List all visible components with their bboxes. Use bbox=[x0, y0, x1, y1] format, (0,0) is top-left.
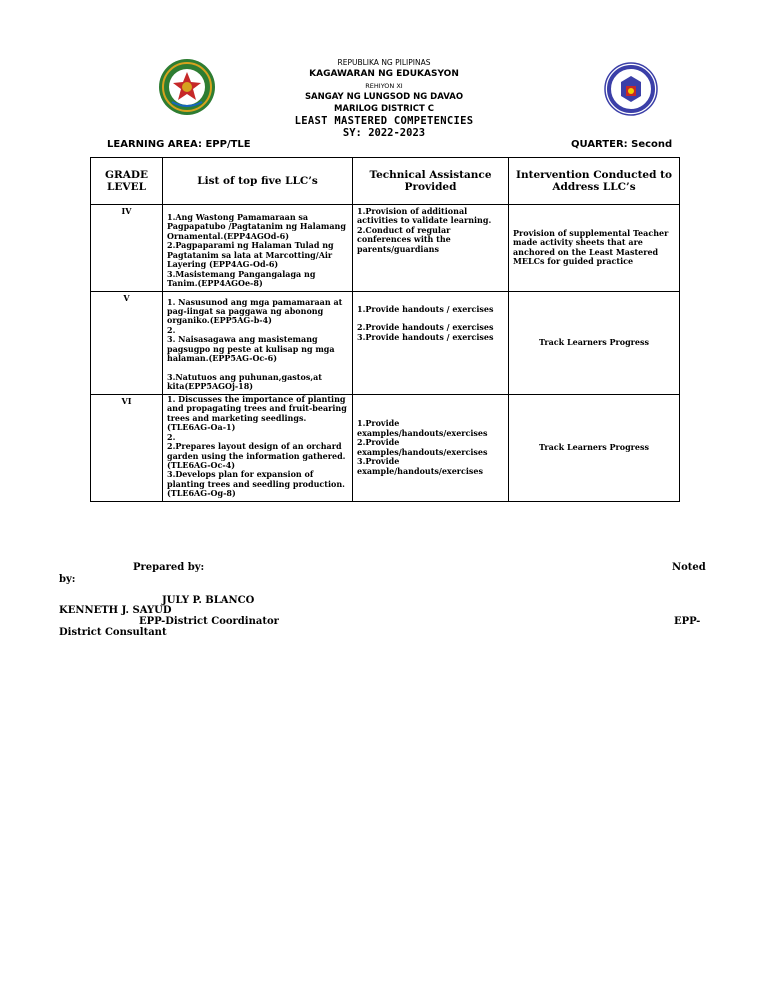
assistance-cell: 1.Provide examples/handouts/exercises 2.Provide examples/handouts/exercises 3.Provide example/handouts/exercises bbox=[353, 394, 509, 501]
header-district: MARILOG DISTRICT C bbox=[333, 104, 435, 114]
noter-name: KENNETH J. SAYUD bbox=[59, 605, 172, 616]
noted-by-label: by: bbox=[59, 574, 76, 585]
table-row bbox=[91, 205, 680, 292]
intervention-cell: Provision of supplemental Teacher made activity sheets that are anchored on the Least Mastered MELCs for guided practice bbox=[509, 205, 680, 292]
assistance-cell: 1.Provision of additional activities to validate learning. 2.Conduct of regular conferences with the parents/guardians bbox=[353, 205, 509, 292]
noted-label: Noted bbox=[672, 562, 706, 573]
header-llc-list: List of top five LLC’s bbox=[163, 158, 353, 205]
header-grade-level: GRADE LEVEL bbox=[91, 158, 163, 205]
header-republic: REPUBLIKA NG PILIPINAS bbox=[337, 58, 431, 67]
prepared-by-label: Prepared by: bbox=[133, 562, 205, 573]
llc-cell: 1. Discusses the importance of planting and propagating trees and fruit-bearing trees and marketing seedlings.(TLE6AG-Oa-1) 2. 2.Prepares layout design of an orchard garden using the information gathered.(TLE6AG-Oc-4) 3.Develops plan for expansion of planting trees and seedling production. (TLE6AG-Og-8) bbox=[163, 394, 353, 501]
header-intervention: Intervention Conducted to Address LLC’s bbox=[509, 158, 680, 205]
preparer-name: JULY P. BLANCO bbox=[162, 595, 255, 606]
school-year: SY: 2022-2023 bbox=[342, 127, 426, 139]
intervention-cell: Track Learners Progress bbox=[509, 291, 680, 394]
table-header-row bbox=[91, 158, 680, 205]
table-row bbox=[91, 394, 680, 501]
llc-cell: 1. Nasusunod ang mga pamamaraan at pag-iingat sa paggawa ng abonong organiko.(EPP5AG-b-4) 2. 3. Naisasagawa ang masistemang pagsugpo ng peste at kulisap ng mga halaman.(EPP5AG-Oc-6) 3.Natutuos ang puhunan,gastos,at kita(EPP5AGOj-18) bbox=[163, 291, 353, 394]
llc-table bbox=[90, 157, 680, 502]
grade-cell: V bbox=[91, 291, 163, 394]
noter-title-part: EPP- bbox=[674, 616, 701, 627]
learning-area: LEARNING AREA: EPP/TLE bbox=[107, 139, 251, 150]
quarter: QUARTER: Second bbox=[571, 139, 673, 150]
llc-cell: 1.Ang Wastong Pamamaraan sa Pagpapatubo /Pagtatanim ng Halamang Ornamental.(EPP4AGOd-6) 2.Pagpaparami ng Halaman Tulad ng Pagtatanim sa lata at Marcotting/Air Layering (EPP4AG-Od-6) 3.Masistemang Pangangalaga ng Tanim.(EPP4AGOe-8) bbox=[163, 205, 353, 292]
header-technical-assistance: Technical Assistance Provided bbox=[353, 158, 509, 205]
preparer-title: EPP-District Coordinator bbox=[139, 616, 279, 627]
table-row bbox=[91, 291, 680, 394]
grade-cell: IV bbox=[91, 205, 163, 292]
grade-cell: VI bbox=[91, 394, 163, 501]
noter-title: District Consultant bbox=[59, 627, 167, 638]
assistance-cell: 1.Provide handouts / exercises 2.Provide handouts / exercises 3.Provide handouts / exercises bbox=[353, 291, 509, 394]
document-title: LEAST MASTERED COMPETENCIES bbox=[294, 115, 474, 127]
header-division: SANGAY NG LUNGSOD NG DAVAO bbox=[304, 92, 464, 102]
header-department: KAGAWARAN NG EDUKASYON bbox=[309, 69, 459, 79]
header-region: REHIYON XI bbox=[365, 82, 403, 90]
intervention-cell: Track Learners Progress bbox=[509, 394, 680, 501]
